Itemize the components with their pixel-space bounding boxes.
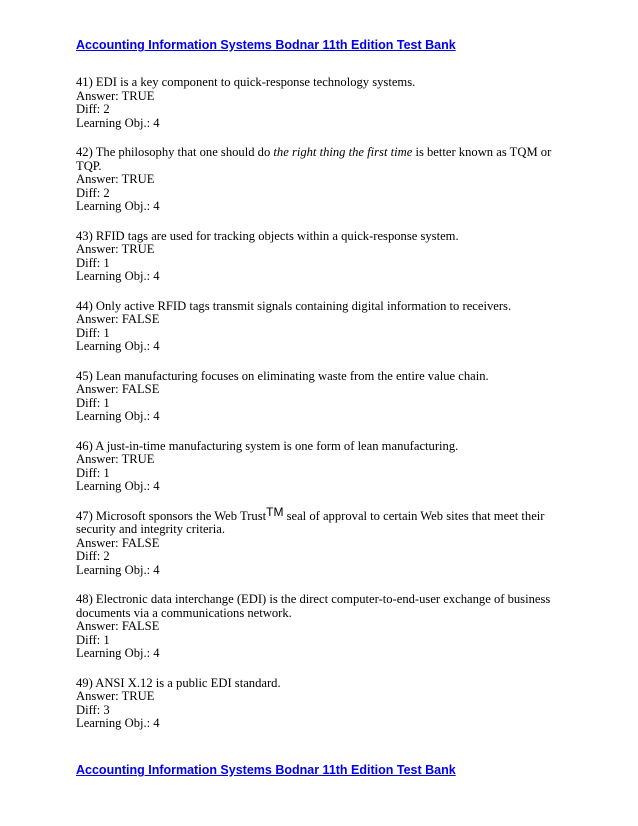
question-45: [76, 370, 556, 424]
question-text: 46) A just-in-time manufacturing system is one form of lean manufacturing.: [76, 438, 459, 453]
obj-label: Learning Obj.:: [76, 339, 154, 353]
diff-line: [76, 327, 556, 341]
question-47: [76, 504, 556, 578]
question-48: [76, 593, 556, 661]
obj-line: [76, 564, 556, 578]
obj-line: [76, 270, 556, 284]
question-text-start: 47) Microsoft sponsors the Web Trust: [76, 508, 267, 523]
question-text: 49) ANSI X.12 is a public EDI standard.: [76, 675, 281, 690]
obj-value: 4: [153, 716, 160, 730]
answer-line: [76, 90, 556, 104]
answer-label: Answer:: [76, 619, 122, 633]
obj-label: Learning Obj.:: [76, 479, 154, 493]
answer-value: TRUE: [121, 88, 155, 103]
diff-line: [76, 187, 556, 201]
diff-value: 1: [103, 255, 110, 270]
answer-label: Answer:: [76, 242, 122, 256]
question-46: [76, 440, 556, 494]
question-43: [76, 230, 556, 284]
answer-line: [76, 243, 556, 257]
diff-label: Diff:: [76, 549, 104, 563]
answer-value: FALSE: [121, 535, 160, 550]
footer-title-link[interactable]: Accounting Information Systems Bodnar 11th Edition Test Bank: [76, 763, 456, 777]
diff-label: Diff:: [76, 395, 104, 410]
diff-line: [76, 550, 556, 564]
question-text-start: 42) The philosophy that one should do: [76, 145, 274, 159]
diff-label: Diff:: [76, 632, 104, 647]
answer-line: [76, 383, 556, 397]
obj-label: Learning Obj.:: [76, 115, 154, 130]
question-list: [76, 76, 556, 747]
diff-value: 1: [103, 395, 110, 410]
answer-value: FALSE: [121, 312, 160, 326]
question-text-end: is better known as TQM or TQP.: [76, 145, 552, 173]
question-text: [76, 146, 556, 173]
question-41: [76, 76, 556, 130]
question-text-italic: the right thing the first time: [273, 145, 413, 159]
question-text: 48) Electronic data interchange (EDI) is the direct computer-to-end-user exchange of business documents via a communications network.: [76, 592, 551, 620]
obj-label: Learning Obj.:: [76, 716, 154, 730]
question-44: [76, 300, 556, 354]
diff-label: Diff:: [76, 465, 104, 480]
answer-label: Answer:: [76, 535, 122, 550]
answer-line: [76, 453, 556, 467]
answer-label: Answer:: [76, 382, 122, 396]
obj-line: [76, 717, 556, 731]
diff-value: 2: [103, 549, 110, 563]
diff-value: 2: [103, 102, 110, 116]
diff-value: 3: [103, 702, 110, 717]
obj-line: [76, 647, 556, 661]
diff-line: [76, 634, 556, 648]
answer-label: Answer:: [76, 88, 122, 103]
diff-label: Diff:: [76, 102, 104, 116]
obj-value: 4: [153, 409, 160, 423]
obj-value: 4: [153, 199, 160, 213]
answer-line: [76, 690, 556, 704]
obj-line: [76, 480, 556, 494]
answer-line: [76, 620, 556, 634]
obj-value: 4: [153, 646, 160, 660]
diff-line: [76, 257, 556, 271]
question-text: [76, 504, 556, 537]
answer-label: Answer:: [76, 689, 122, 703]
answer-value: TRUE: [121, 689, 155, 703]
answer-value: TRUE: [121, 242, 155, 256]
diff-label: Diff:: [76, 255, 104, 270]
answer-line: [76, 537, 556, 551]
obj-value: 4: [153, 479, 160, 493]
diff-line: [76, 103, 556, 117]
obj-label: Learning Obj.:: [76, 562, 154, 577]
diff-value: 1: [103, 465, 110, 480]
obj-label: Learning Obj.:: [76, 269, 154, 283]
question-text: 44) Only active RFID tags transmit signals containing digital information to receivers.: [76, 298, 512, 313]
obj-line: [76, 340, 556, 354]
answer-value: TRUE: [121, 172, 155, 186]
question-text: 41) EDI is a key component to quick-response technology systems.: [76, 75, 416, 89]
answer-value: FALSE: [121, 619, 160, 633]
obj-line: [76, 200, 556, 214]
obj-label: Learning Obj.:: [76, 409, 154, 423]
diff-value: 1: [103, 325, 110, 340]
diff-line: [76, 397, 556, 411]
answer-label: Answer:: [76, 312, 122, 326]
diff-line: [76, 704, 556, 718]
diff-label: Diff:: [76, 702, 104, 717]
diff-label: Diff:: [76, 325, 104, 340]
question-42: [76, 146, 556, 214]
answer-label: Answer:: [76, 452, 122, 466]
obj-value: 4: [153, 562, 160, 577]
answer-value: TRUE: [121, 452, 155, 466]
diff-value: 2: [103, 185, 110, 200]
obj-label: Learning Obj.:: [76, 199, 154, 213]
question-text: 45) Lean manufacturing focuses on eliminating waste from the entire value chain.: [76, 368, 489, 383]
obj-value: 4: [153, 339, 160, 353]
diff-label: Diff:: [76, 185, 104, 200]
answer-line: [76, 313, 556, 327]
obj-line: [76, 117, 556, 131]
answer-value: FALSE: [121, 382, 160, 396]
question-49: [76, 677, 556, 731]
obj-label: Learning Obj.:: [76, 646, 154, 660]
question-text: 43) RFID tags are used for tracking objects within a quick-response system.: [76, 228, 459, 243]
diff-value: 1: [103, 632, 110, 647]
obj-line: [76, 410, 556, 424]
diff-line: [76, 467, 556, 481]
answer-line: [76, 173, 556, 187]
obj-value: 4: [153, 115, 160, 130]
header-title-link[interactable]: Accounting Information Systems Bodnar 11th Edition Test Bank: [76, 38, 456, 52]
question-text-end: seal of approval to certain Web sites that meet their security and integrity criteria.: [76, 508, 545, 536]
answer-label: Answer:: [76, 172, 122, 186]
trademark-mark: TM: [266, 504, 284, 519]
obj-value: 4: [153, 269, 160, 283]
